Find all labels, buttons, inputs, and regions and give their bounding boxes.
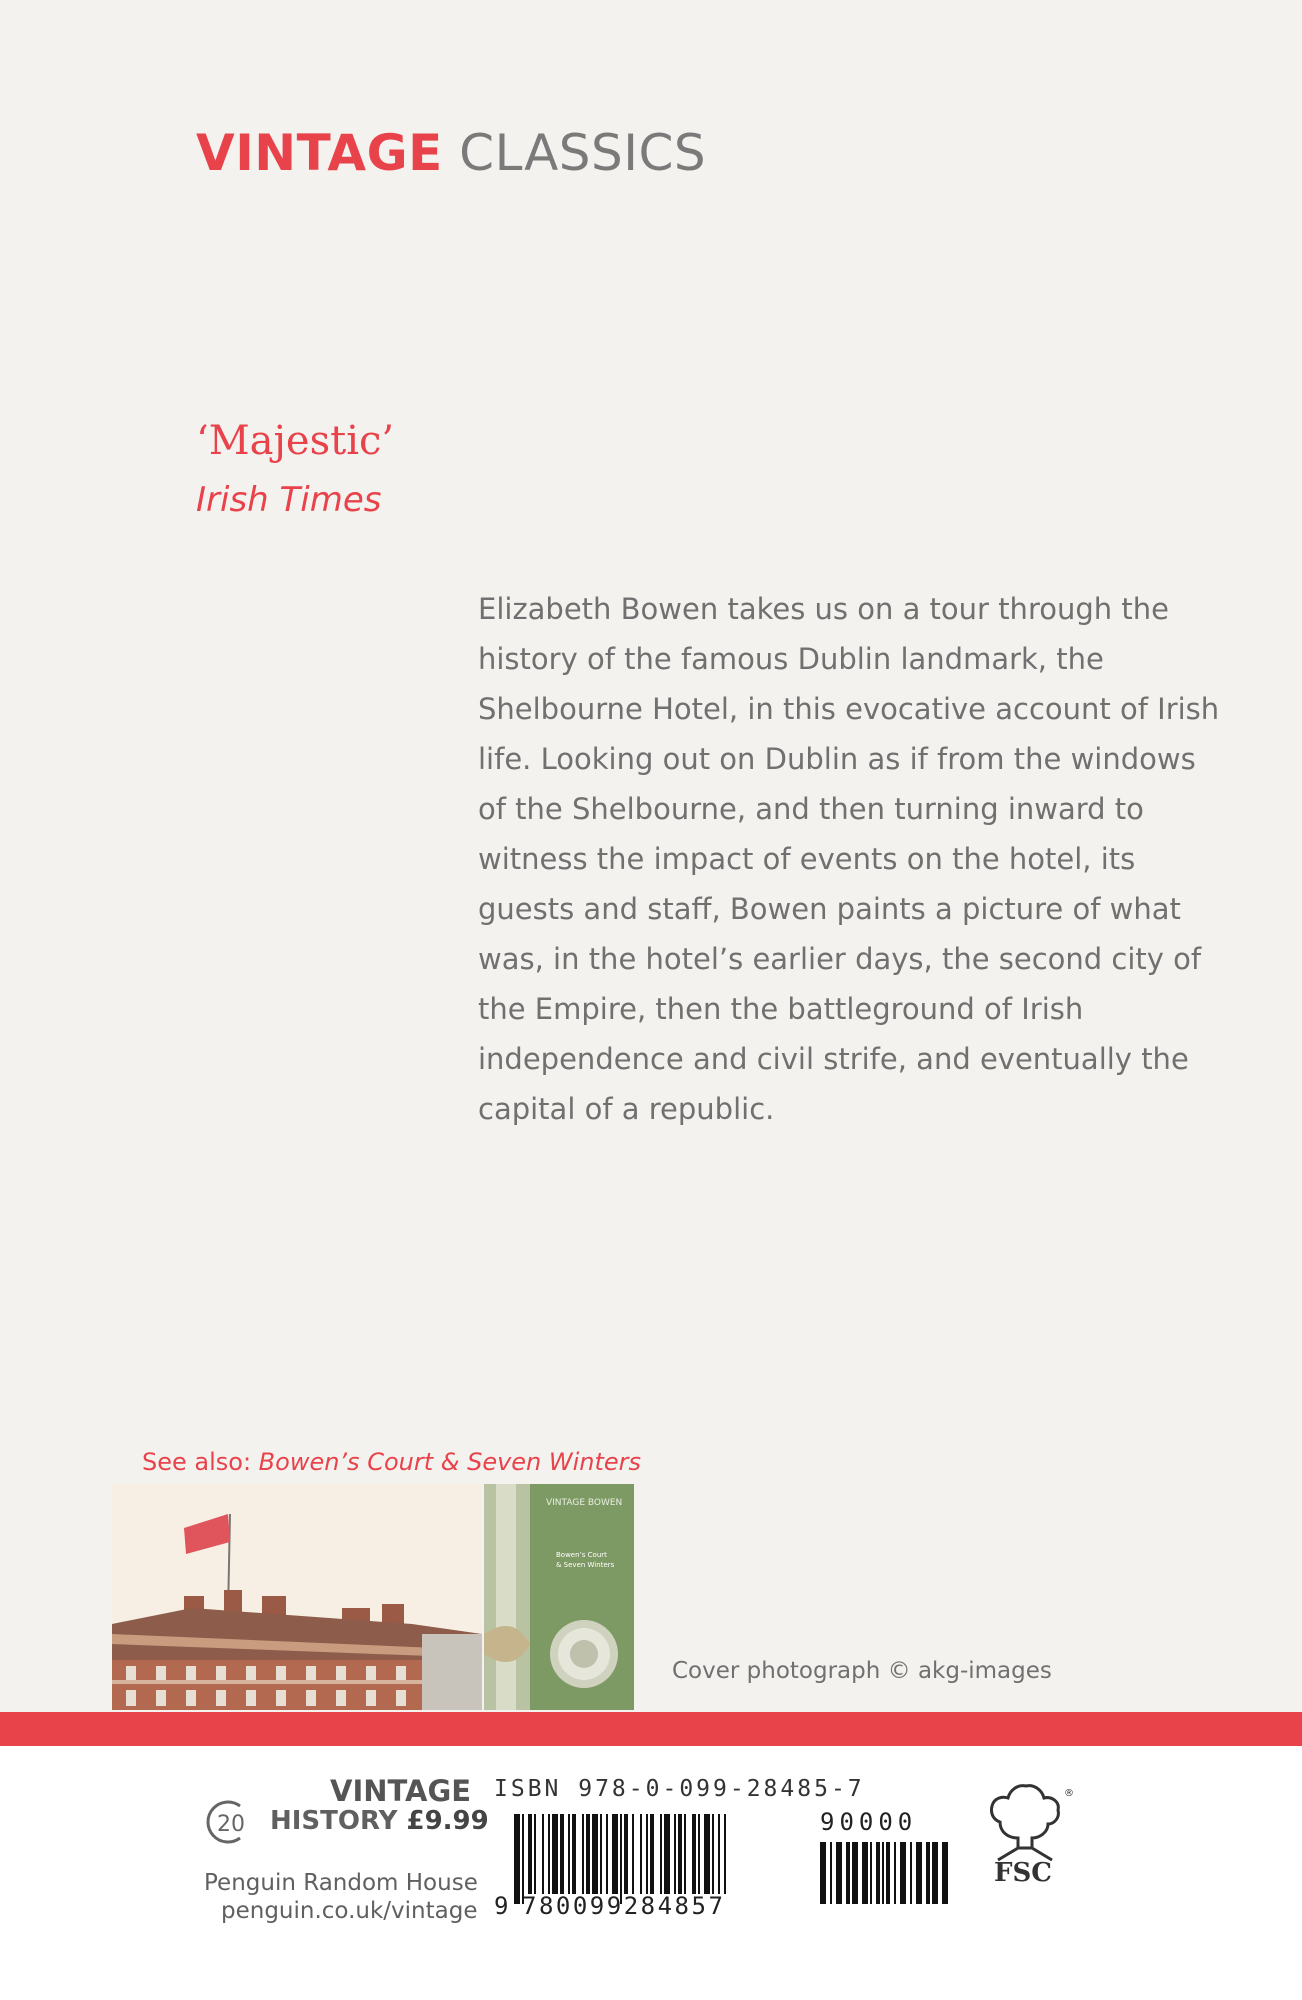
barcode-bar bbox=[582, 1814, 584, 1894]
thumbnail-brand: VINTAGE BOWEN bbox=[546, 1498, 623, 1508]
barcode-bar bbox=[514, 1814, 520, 1904]
barcode-bar bbox=[620, 1814, 622, 1904]
barcode-bar bbox=[542, 1814, 544, 1894]
price: £9.99 bbox=[406, 1806, 489, 1836]
barcode-addon-bar bbox=[942, 1842, 948, 1904]
barcode-bar bbox=[640, 1814, 642, 1894]
isbn-label: ISBN 978-0-099-28485-7 bbox=[494, 1776, 865, 1802]
barcode-bar bbox=[568, 1814, 570, 1894]
barcode-addon-bar bbox=[820, 1842, 826, 1904]
blurb-line: independence and civil strife, and eventually the bbox=[478, 1042, 1189, 1076]
brand-vintage: VINTAGE bbox=[196, 124, 443, 182]
hotel-illustration bbox=[112, 1484, 482, 1710]
category: HISTORY bbox=[270, 1806, 398, 1836]
see-also-title: Bowen’s Court & Seven Winters bbox=[258, 1448, 642, 1476]
barcode-bar bbox=[704, 1814, 710, 1894]
twenty-logo-icon bbox=[204, 1798, 252, 1846]
barcode-addon-bar bbox=[882, 1842, 884, 1904]
barcode-addon-bar bbox=[932, 1842, 938, 1904]
blurb-line: witness the impact of events on the hotel, its bbox=[478, 842, 1136, 876]
barcode-addon-bar bbox=[862, 1842, 868, 1904]
barcode-bar bbox=[632, 1814, 634, 1894]
barcode-bar bbox=[612, 1814, 618, 1894]
blurb-line: life. Looking out on Dublin as if from the windows bbox=[478, 742, 1196, 776]
barcode-addon-bar bbox=[870, 1842, 872, 1904]
book-description bbox=[478, 584, 1228, 1134]
barcode-bar bbox=[552, 1814, 558, 1894]
barcode-bar bbox=[692, 1814, 696, 1894]
barcode-lead-digit: 9 bbox=[494, 1892, 509, 1920]
barcode-addon-digits: 90000 bbox=[820, 1808, 918, 1836]
svg-text:®: ® bbox=[1064, 1788, 1074, 1799]
barcode-bar bbox=[534, 1814, 536, 1894]
barcode-bar bbox=[664, 1814, 670, 1894]
blurb-line: Elizabeth Bowen takes us on a tour through the bbox=[478, 592, 1169, 626]
barcode-bar bbox=[674, 1814, 676, 1894]
accent-bar bbox=[0, 1712, 1302, 1746]
category-price bbox=[270, 1806, 489, 1836]
barcode-addon-bar bbox=[916, 1842, 922, 1904]
barcode-addon-bar bbox=[852, 1842, 858, 1904]
barcode-bar bbox=[678, 1814, 682, 1894]
barcode-addon-bar bbox=[910, 1842, 912, 1904]
barcode-addon-bar bbox=[830, 1842, 832, 1904]
barcode-addon-bar bbox=[894, 1842, 896, 1904]
barcode-bar bbox=[560, 1814, 564, 1894]
review-quote: ‘Majestic’ bbox=[196, 418, 395, 464]
barcode-bar bbox=[712, 1814, 714, 1894]
blurb-line: guests and staff, Bowen paints a picture of what bbox=[478, 892, 1181, 926]
barcode-addon-bar bbox=[926, 1842, 930, 1904]
blurb-line: history of the famous Dublin landmark, the bbox=[478, 642, 1104, 676]
barcode-addon-bar bbox=[876, 1842, 880, 1904]
barcode-bar bbox=[528, 1814, 532, 1894]
barcode-bar bbox=[650, 1814, 654, 1894]
barcode-bar bbox=[724, 1814, 726, 1894]
barcode-bar bbox=[684, 1814, 686, 1894]
barcode-digits: 780099284857 bbox=[522, 1892, 726, 1920]
barcode-bar bbox=[600, 1814, 602, 1894]
blurb-line: was, in the hotel’s earlier days, the second city of bbox=[478, 942, 1202, 976]
blurb-line: of the Shelbourne, and then turning inward to bbox=[478, 792, 1144, 826]
blurb-line: capital of a republic. bbox=[478, 1092, 775, 1126]
thumbnail-title: Bowen’s Court & Seven Winters bbox=[556, 1551, 615, 1569]
see-also bbox=[142, 1448, 641, 1476]
book-cover-illustration bbox=[484, 1484, 634, 1710]
barcode-bar bbox=[624, 1814, 628, 1894]
review-source: Irish Times bbox=[196, 480, 382, 520]
barcode-bar bbox=[548, 1814, 550, 1894]
barcode-bar bbox=[718, 1814, 720, 1894]
series-brand bbox=[196, 124, 706, 182]
see-also-book-cover bbox=[484, 1484, 634, 1710]
see-also-prefix: See also: bbox=[142, 1448, 259, 1476]
blurb-line: the Empire, then the battleground of Irish bbox=[478, 992, 1084, 1026]
publisher-url: penguin.co.uk/vintage bbox=[221, 1898, 478, 1924]
barcode-bar bbox=[522, 1814, 524, 1904]
fsc-label: FSC bbox=[994, 1858, 1052, 1888]
barcode-addon-bar bbox=[836, 1842, 842, 1904]
barcode-addon-bar bbox=[900, 1842, 906, 1904]
hotel-photograph bbox=[112, 1484, 482, 1710]
barcode-addon-bar bbox=[846, 1842, 850, 1904]
barcode-addon-bar bbox=[886, 1842, 890, 1904]
svg-text:20: 20 bbox=[217, 1812, 245, 1837]
blurb-line: Shelbourne Hotel, in this evocative account of Irish bbox=[478, 692, 1220, 726]
barcode-bar bbox=[592, 1814, 598, 1894]
barcode-bar bbox=[572, 1814, 576, 1894]
publisher-name: Penguin Random House bbox=[204, 1870, 478, 1896]
brand-classics: CLASSICS bbox=[459, 124, 707, 182]
imprint-name: VINTAGE bbox=[330, 1774, 472, 1808]
photo-credit: Cover photograph © akg-images bbox=[672, 1658, 1052, 1684]
barcode-bar bbox=[660, 1814, 662, 1894]
barcode-bar bbox=[646, 1814, 648, 1894]
barcode-bar bbox=[698, 1814, 700, 1894]
barcode-bar bbox=[586, 1814, 590, 1894]
barcode-bar bbox=[606, 1814, 608, 1894]
